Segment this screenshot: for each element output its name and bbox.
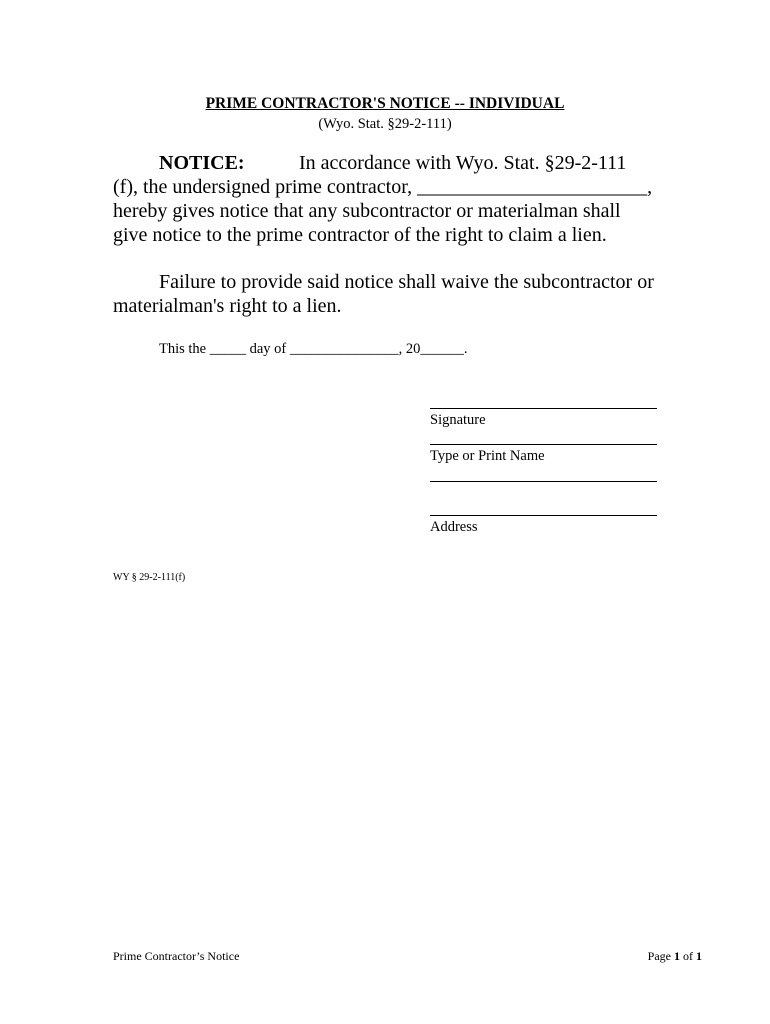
document-title: PRIME CONTRACTOR'S NOTICE -- INDIVIDUAL <box>205 95 565 112</box>
paragraph1-line-1: In accordance with Wyo. Stat. §29-2-111 <box>299 152 627 174</box>
page-total: 1 <box>696 949 702 963</box>
footer-title: Prime Contractor’s Notice <box>113 949 240 963</box>
date-line: This the _____ day of _______________, 20______. <box>159 341 468 357</box>
page-of: of <box>683 949 693 963</box>
page-current: 1 <box>674 949 680 963</box>
notice-label: NOTICE: <box>159 152 245 174</box>
address-label: Address <box>430 519 478 535</box>
paragraph2-line-1: Failure to provide said notice shall waive the subcontractor or <box>159 271 654 293</box>
paragraph2-line-2: materialman's right to a lien. <box>113 295 342 317</box>
signature-line <box>430 408 657 409</box>
statute-citation: (Wyo. Stat. §29-2-111) <box>318 116 452 132</box>
print-name-label: Type or Print Name <box>430 448 545 464</box>
paragraph1-line-2: (f), the undersigned prime contractor, _______________________, <box>113 176 653 198</box>
print-name-line <box>430 444 657 445</box>
paragraph1-line-4: give notice to the prime contractor of the right to claim a lien. <box>113 224 607 246</box>
signature-label: Signature <box>430 412 486 428</box>
address-line-2 <box>430 515 657 516</box>
page-number <box>648 949 702 964</box>
address-line-1 <box>430 481 657 482</box>
page-prefix: Page <box>647 949 671 963</box>
paragraph1-line-3: hereby gives notice that any subcontractor or materialman shall <box>113 200 621 222</box>
statute-reference: WY § 29-2-111(f) <box>113 572 186 583</box>
